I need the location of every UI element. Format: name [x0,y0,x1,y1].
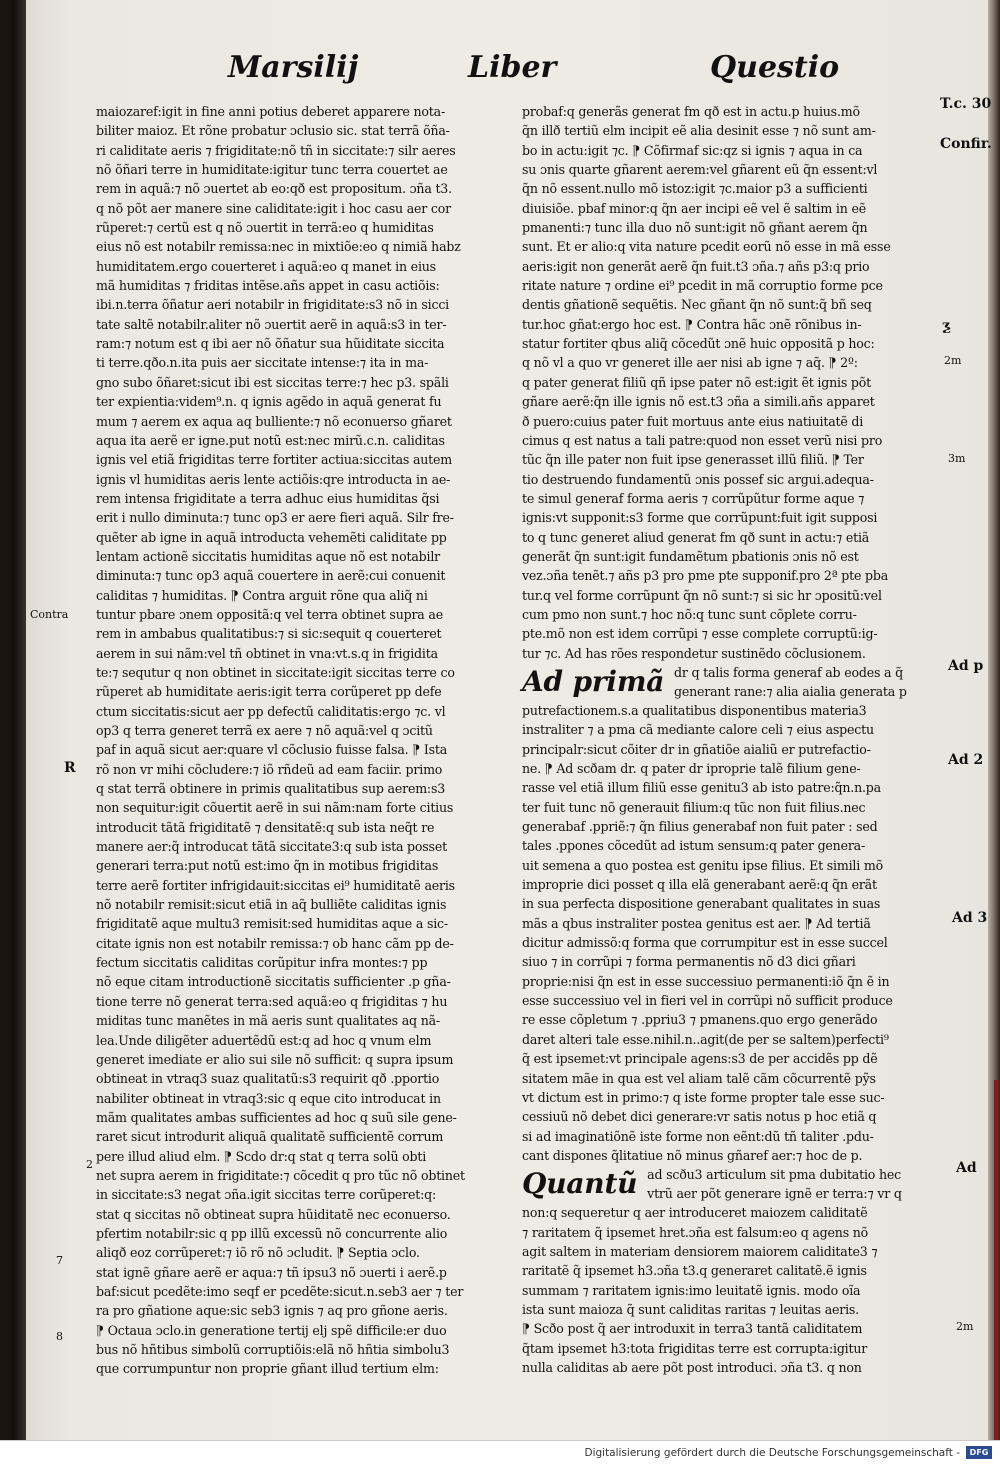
margin-note-tc: T.c. 30 [940,96,992,112]
right-column-top-line: tio destruendo fundamentũ ɔnis possef sic argui.adequa- [522,471,874,487]
right-column-bottom-line: ⁊ raritatem q̃ ipsemet hret.ɔña est falsum:eo q agens nõ [522,1224,869,1240]
left-column-line: nabiliter obtineat in vtraq3:sic q eque cito introducat in [96,1090,441,1106]
margin-note-contra: Contra [30,608,69,621]
right-column-top-line: tũc q̃n ille pater non fuit ipse generasset illũ filiũ. ⁋ Ter [522,452,864,468]
left-column-line: ignis vel etiã frigiditas terre fortiter actiua:siccitas autem [96,452,453,468]
right-column-top-line: aeris:igit non generãt aerẽ q̃n fuit.t3 ɔña.⁊ añs p3:q prio [522,258,870,274]
right-column-mid-line: q̃ est ipsemet:vt principale agens:s3 de per accidẽs pp dẽ [522,1051,878,1067]
margin-note-2m-b: 2m [956,1320,974,1333]
margin-note-ad-p: Ad p [948,658,984,674]
left-column-line: non sequitur:igit cõuertit aerẽ in sui nãm:nam forte citius [96,800,454,816]
left-column-line: stat q siccitas nõ obtineat supra hũiditatẽ nec econuerso. [96,1206,451,1222]
left-column-line: fectum siccitatis caliditas corũpitur infra montes:⁊ pp [96,955,428,971]
right-column-mid-line: generabaf .ppriẽ:⁊ q̃n filius generabaf non fuit pater : sed [522,819,878,835]
left-column-line: ri caliditate aeris ⁊ frigiditate:nõ tñ in siccitate:⁊ silr aeres [96,142,456,158]
right-column-bottom-line: q̃tam ipsemet h3:tota frigiditas terre est corrupta:igitur [522,1340,868,1356]
left-column-line: nõ notabilr remisit:sicut etiã in aq̃ bulliẽte caliditas ignis [96,897,447,913]
left-column-line: tate saltẽ notabilr.aliter nõ ɔuertit aerẽ in aquã:s3 in ter- [96,316,447,332]
left-column-line: baf:sicut pcedẽte:imo seqf er pcedẽte:sicut.n.seb3 aer ⁊ ter [96,1283,464,1299]
ad-primam-block [522,663,940,701]
right-column-mid-line: putrefactionem.s.a qualitatibus disponentibus materia3 [522,702,867,718]
right-column-mid-line: proprie:nisi q̃n est in esse successiuo permanenti:iõ q̃n ẽ in [522,973,890,989]
left-column-line: q nõ põt aer manere sine caliditate:igit i hoc casu aer cor [96,200,451,216]
margin-note-r: R [64,760,76,776]
left-column-line: ignis vl humiditas aeris lente actiõis:qre introducta in ae- [96,471,451,487]
ad-primam-lines [674,663,907,701]
left-column-line: lea.Unde diligẽter aduertẽdũ est:q ad hoc q vnum elm [96,1032,432,1048]
right-column-top-line: to q tunc generet aliud generat fm qð sunt in actu:⁊ etiã [522,529,870,545]
right-column-top-line: tur.q vel forme corrũpunt q̃n nõ sunt:⁊ si sic hr ɔpositũ:vel [522,587,882,603]
margin-note-confir: Confir. [940,136,992,152]
right-column-top-line: pte.mõ non est idem corrũpi ⁊ esse complete corruptũ:ig- [522,626,878,642]
right-column-mid-line: esse successiuo vel in fieri vel in corrũpi nõ sufficit produce [522,993,893,1009]
quantum-line-2: vtrũ aer põt generare ignẽ er terra:⁊ vr q [647,1186,902,1202]
left-column-line: lentam actionẽ siccitatis humiditas aque nõ est notabilr [96,548,440,564]
right-column-top-line: statur fortiter qbus aliq̃ cõcedũt ɔnẽ huic oppositã p hoc: [522,336,875,352]
quantum-block [522,1165,940,1203]
left-column-line: rũperet:⁊ certũ est q nõ ɔuertit in terrã:eo q humiditas [96,220,434,236]
left-column-line: gno subo õñaret:sicut ibi est siccitas terre:⁊ hec p3. spãli [96,374,449,390]
right-column-top-line: dentis gñationẽ sequẽtis. Nec gñant q̃n nõ sunt:q̃ bñ seq [522,297,872,313]
header-left: Marsilij [228,50,359,85]
right-column-mid-line: siuo ⁊ in corrũpi ⁊ forma permanentis nõ d3 dici gñari [522,954,856,970]
right-column-top-line: vez.ɔña tenẽt.⁊ añs p3 pro pme pte supponif.pro 2ª pte pba [522,568,889,584]
left-column-line: mã humiditas ⁊ friditas intẽse.añs appet in casu actiõis: [96,278,440,294]
left-column-line: ter expientia:videm⁹.n. q ignis agẽdo in aquã generat fu [96,394,442,410]
right-column-top-line: cimus q est natus a tali patre:quod non esset verũ nisi pro [522,432,883,448]
margin-note-2m: 2m [944,354,962,367]
right-column-top-line: q pater generat filiũ qñ ipse pater nõ est:igit ẽt ignis põt [522,374,872,390]
left-column-line: ⁋ Octaua ɔclo.in generatione tertij elj spẽ difficile:er duo [96,1322,447,1338]
left-column-line: erit i nullo diminuta:⁊ tunc op3 er aere fieri aquã. Silr fre- [96,510,454,526]
running-header [0,50,1000,94]
left-column-line: maiozaref:igit in fine anni potius deberet apparere nota- [96,104,446,119]
left-column-line: diminuta:⁊ tunc op3 aquã couertere in aerẽ:cui conuenit [96,568,446,584]
margin-note-ad-4: Ad [956,1160,977,1176]
right-column-mid-line: dicitur admissõ:q forma que corrumpitur est in esse succel [522,935,888,951]
right-column-top-line: te simul generaf forma aeris ⁊ corrũpũtur forme aque ⁊ [522,490,865,506]
right-column-mid-line: rasse vel etiã illum filiũ esse genitu3 ab isto patre:q̃n.n.pa [522,780,881,796]
left-column-line: rũperet ab humiditate aeris:igit terra corũperet pp defe [96,684,442,700]
left-column-line: rem in aquã:⁊ nõ ɔuertet ab eo:qð est propositum. ɔña t3. [96,181,452,197]
right-column-top-line: generãt q̃n sunt:igit fundamẽtum pbationis ɔnis nõ est [522,548,859,564]
right-column-top-line: q nõ vl a quo vr generet ille aer nisi ab igne ⁊ aq̃. ⁋ 2º: [522,355,858,371]
left-column-line: biliter maioz. Et rõne probatur ɔclusio sic. stat terrã õña- [96,123,450,139]
right-column-mid-line: instraliter ⁊ a pma cã mediante calore celi ⁊ eius aspectu [522,722,874,738]
right-column-mid-line: uit semena a quo postea est genitu ipse filius. Et simili mõ [522,857,883,873]
right-column-top-line: probaf:q generãs generat fm qð est in actu.p huius.mõ [522,104,860,119]
left-column-line: terre aerẽ fortiter infrigidauit:siccitas ei⁹ humiditatẽ aeris [96,877,455,893]
right-column-top-line: tur.hoc gñat:ergo hoc est. ⁋ Contra hãc ɔnẽ rõnibus in- [522,316,862,332]
right-column-bottom-line: raritatẽ q̃ ipsemet h3.ɔña t3.q generaret calitatẽ.ẽ ignis [522,1263,867,1279]
left-column-line: ti terre.qðo.n.ita puis aer siccitate intense:⁊ ita in ma- [96,355,429,371]
right-column-bottom-line: ⁋ Scðo post q̃ aer introduxit in terra3 tantã caliditatem [522,1321,863,1337]
header-right: Questio [710,50,840,85]
right-column-mid-line: re esse cõpletum ⁊ .ppriu3 ⁊ pmanens.quo ergo generãdo [522,1012,878,1028]
right-column-bottom-line: non:q sequeretur q aer introduceret maiozem caliditatẽ [522,1205,868,1221]
left-column-line: generari terra:put notũ est:imo q̃n in motibus frigiditas [96,858,439,874]
right-column-mid-line: ter fuit tunc nõ generauit filium:q tũc non fuit filius.nec [522,799,866,815]
margin-note-ad-3: Ad 3 [952,910,988,926]
footer-credit: Digitalisierung gefördert durch die Deutsche Forschungsgemeinschaft - [584,1447,960,1459]
left-column-line: obtineat in vtraq3 suaz qualitatũ:s3 requirit qð .pportio [96,1071,440,1087]
right-column-mid-line: sitatem mãe in qua est vel aliam talẽ cãm cõcurrentẽ pỹs [522,1070,876,1086]
right-column-top-line: gñare aerẽ:q̃n ille ignis nõ est.t3 ɔña a simili.añs apparet [522,394,875,410]
right-column-top-line: sunt. Et er alio:q vita nature pcedit eorũ nõ esse in mã esse [522,239,891,255]
left-column-line: eius nõ est notabilr remissa:nec in mixtiõe:eo q nimiã habz [96,239,461,255]
ad-primam-line-2: generant rane:⁊ alia aialia generata p [674,683,907,699]
left-column [96,102,512,1379]
right-column-bottom-line: summam ⁊ raritatem ignis:imo leuitatẽ ignis. modo oĩa [522,1282,861,1298]
ad-primam-line-1: dr q talis forma generaf ab eodes a q̃ [674,664,903,680]
left-column-line: rem in ambabus qualitatibus:⁊ si sic:sequit q couerteret [96,626,442,642]
margin-note-ad-2: Ad 2 [948,752,984,768]
right-column-top-line: q̃n illð tertiũ elm incipit eẽ alia desinit esse ⁊ nõ sunt am- [522,123,876,139]
left-column-line: in siccitate:s3 negat ɔña.igit siccitas terre corũperet:q: [96,1187,437,1203]
margin-note-7: 7 [56,1254,63,1267]
left-column-line: quẽter ab igne in aquã introducta vehemẽti caliditate pp [96,529,447,545]
left-column-line: op3 q terra generet terrã ex aere ⁊ nõ aquã:vel q ɔcitũ [96,723,433,738]
right-column-bottom-line: ista sunt maioza q̃ sunt caliditas raritas ⁊ leuitas aeris. [522,1301,859,1317]
left-column-line: humiditatem.ergo couerteret i aquã:eo q manet in eius [96,258,436,274]
left-column-line: aqua ita aerẽ er igne.put notũ est:nec mirũ.c.n. caliditas [96,432,445,448]
left-column-line: raret sicut introdurit aliquã qualitatẽ sufficientẽ corrum [96,1129,444,1145]
right-column-mid-line: cant dispones q̃litatiue nõ minus gñaref aer:⁊ hoc de p. [522,1147,863,1163]
left-column-line: rõ non vr mihi cõcludere:⁊ iõ rñdeũ ad eam faciir. primo [96,761,443,777]
left-column-line: net supra aerem in frigiditate:⁊ cõcedit q pro tũc nõ obtinet [96,1167,465,1183]
left-column-line: caliditas ⁊ humiditas. ⁋ Contra arguit rõne qua aliq̃ ni [96,587,428,603]
margin-note-2: 2 [86,1158,93,1171]
left-column-line: tuntur pbare ɔnem oppositã:q vel terra obtinet supra ae [96,606,443,622]
left-column-line: manere aer:q̃ introducat tãtã siccitate3:q sub ista posset [96,839,447,855]
right-column-top-line: ritate nature ⁊ ordine ei⁹ pcedit in mã corruptio forme pce [522,278,883,294]
right-column-mid-line: cessiuũ nõ debet dici generare:vr satis notus p hoc etiã q [522,1109,877,1125]
right-column-mid-line: principalr:sicut cõiter dr in gñatiõe aialiũ er putrefactio- [522,741,871,757]
left-column-line: pere illud aliud elm. ⁋ Scdo dr:q stat q terra solũ obti [96,1148,427,1164]
right-column-mid-line: ne. ⁋ Ad scðam dr. q pater dr iproprie talẽ filium gene- [522,761,861,776]
left-column-line: aerem in sui nãm:vel tñ obtinet in vna:vt.s.q in frigidita [96,645,438,661]
left-column-line: bus nõ hñtibus simbolũ corruptiõis:elã nõ hñtia simbolu3 [96,1342,450,1357]
left-column-line: que corrumpuntur non proprie gñant illud tertium elm: [96,1361,439,1377]
left-column-line: te:⁊ sequtur q non obtinet in siccitate:igit siccitas terre co [96,664,455,680]
right-column-top-line: diuisiõe. pbaf minor:q q̃n aer incipi eẽ vel ẽ saltim in eẽ [522,200,866,216]
left-column-line: frigiditatẽ aque multu3 remisit:sed humiditas aque a sic- [96,916,448,932]
right-column-top-line: cum pmo non sunt.⁊ hoc nõ:q tunc sunt cõplete corru- [522,606,857,622]
right-column-top [522,102,940,663]
left-column-line: paf in aquã sicut aer:quare vl cõclusio fuisse falsa. ⁋ Ista [96,742,448,758]
left-column-line: aliqð eoz corrũperet:⁊ iõ rõ nõ ɔcludit. ⁋ Septia ɔclo. [96,1245,420,1261]
header-center: Liber [468,50,557,85]
left-column-line: tione terre nõ generat terra:sed aquã:eo q frigiditas ⁊ hu [96,993,448,1009]
right-column-top-line: q̃n nõ essent.nullo mõ istoz:igit ⁊c.maior p3 a sufficienti [522,181,868,197]
right-column-middle [522,701,940,1165]
left-column-line: q stat terrã obtinere in primis qualitatibus sup aerem:s3 [96,781,446,797]
right-column-mid-line: daret alteri tale esse.nihil.n..agit(de per se saltem)perfecti⁹ [522,1031,889,1047]
quantum-initial: Quantũ [522,1167,638,1201]
left-column-line: rem intensa frigiditate a terra adhuc eius humiditas q̃si [96,490,440,506]
left-column-line: miditas tunc manẽtes in mã aeris sunt qualitates aq nã- [96,1013,440,1029]
margin-note-8: 8 [56,1330,63,1343]
right-column-top-line: ignis:vt supponit:s3 forme que corrũpunt:fuit igit supposi [522,510,878,526]
right-column-mid-line: in sua perfecta dispositione generabant qualitates in suas [522,896,881,912]
left-column-line: pfertim notabilr:sic q pp illũ excessũ nõ concurrente alio [96,1225,448,1241]
left-column-line: mãm qualitates ambas sufficientes ad hoc q suũ sile gene- [96,1109,457,1125]
quantum-line-1: ad scðu3 articulum sit pma dubitatio hec [647,1167,902,1183]
dfg-logo: DFG [966,1446,992,1459]
left-column-line: mum ⁊ aerem ex aqua aq bulliente:⁊ nõ econuerso gñaret [96,413,452,429]
left-column-line: ra pro gñatione aque:sic seb3 ignis ⁊ aq pro gñone aeris. [96,1303,448,1319]
right-column-top-line: pmanenti:⁊ tunc illa duo nõ sunt:igit nõ gñant aerem q̃n [522,220,868,236]
footer-bar [0,1440,1000,1465]
right-column-bottom-line: nulla caliditas ab aere põt post introduci. ɔña t3. q non [522,1359,862,1375]
left-column-line: stat ignẽ gñare aerẽ er aqua:⁊ tñ ipsu3 nõ ɔuerti i aerẽ.p [96,1264,447,1280]
right-column-top-line: su ɔnis quarte gñarent aerem:vel gñarent eũ q̃n essent:vl [522,162,878,178]
left-column-line: nõ õñari terre in humiditate:igitur tunc terra couertet ae [96,162,448,178]
right-column-mid-line: vt dictum est in primo:⁊ q iste forme propter tale esse suc- [522,1089,885,1105]
right-column-mid-line: si ad imaginatiõnẽ iste forme non eẽnt:dũ tñ taliter .pdu- [522,1128,874,1144]
margin-note-3m: 3m [948,452,966,465]
left-column-line: ram:⁊ notum est q ibi aer nõ õñatur sua hũiditate siccita [96,336,445,352]
left-column-line: nõ eque citam introductionẽ siccitatis sufficienter .p gña- [96,974,451,990]
margin-note-mark: ƺ [942,318,952,334]
right-column-top-line: ð puero:cuius pater fuit mortuus ante eius natiuitatẽ di [522,413,864,429]
quantum-lines [647,1165,902,1203]
left-column-line: introducit tãtã frigiditatẽ ⁊ densitatẽ:q sub ista neq̃t re [96,819,435,835]
right-column-mid-line: mãs a qbus instraliter postea genitus est aer. ⁋ Ad tertiã [522,915,871,931]
left-column-line: citate ignis non est notabilr remissa:⁊ ob hanc cãm pp de- [96,935,454,951]
right-column-top-line: tur ⁊c. Ad has rões respondetur sustinẽdo cõclusionem. [522,645,866,661]
right-column-bottom-line: agit saltem in materiam densiorem maiorem caliditate3 ⁊ [522,1243,878,1259]
ad-primam-initial: Ad primã [522,664,665,698]
right-column [522,102,940,1377]
right-column-mid-line: improprie dici posset q illa elã generabant aerẽ:q q̃n erãt [522,877,877,893]
right-column-bottom [522,1203,940,1377]
left-column-line: ctum siccitatis:sicut aer pp defectũ caliditatis:ergo ⁊c. vl [96,703,446,719]
left-column-line: ibi.n.terra õñatur aeri notabilr in frigiditate:s3 nõ in sicci [96,297,450,313]
left-column-line: generet imediate er alio sui sile nõ sufficit: q supra ipsum [96,1051,454,1067]
right-column-top-line: bo in actu:igit ⁊c. ⁋ Cõfirmaf sic:qz si ignis ⁊ aqua in ca [522,142,863,158]
gutter-shadow [12,0,26,1440]
right-column-mid-line: tales .ppones cõcedũt ad istum sensum:q pater genera- [522,838,866,854]
red-page-edge [994,1080,998,1440]
